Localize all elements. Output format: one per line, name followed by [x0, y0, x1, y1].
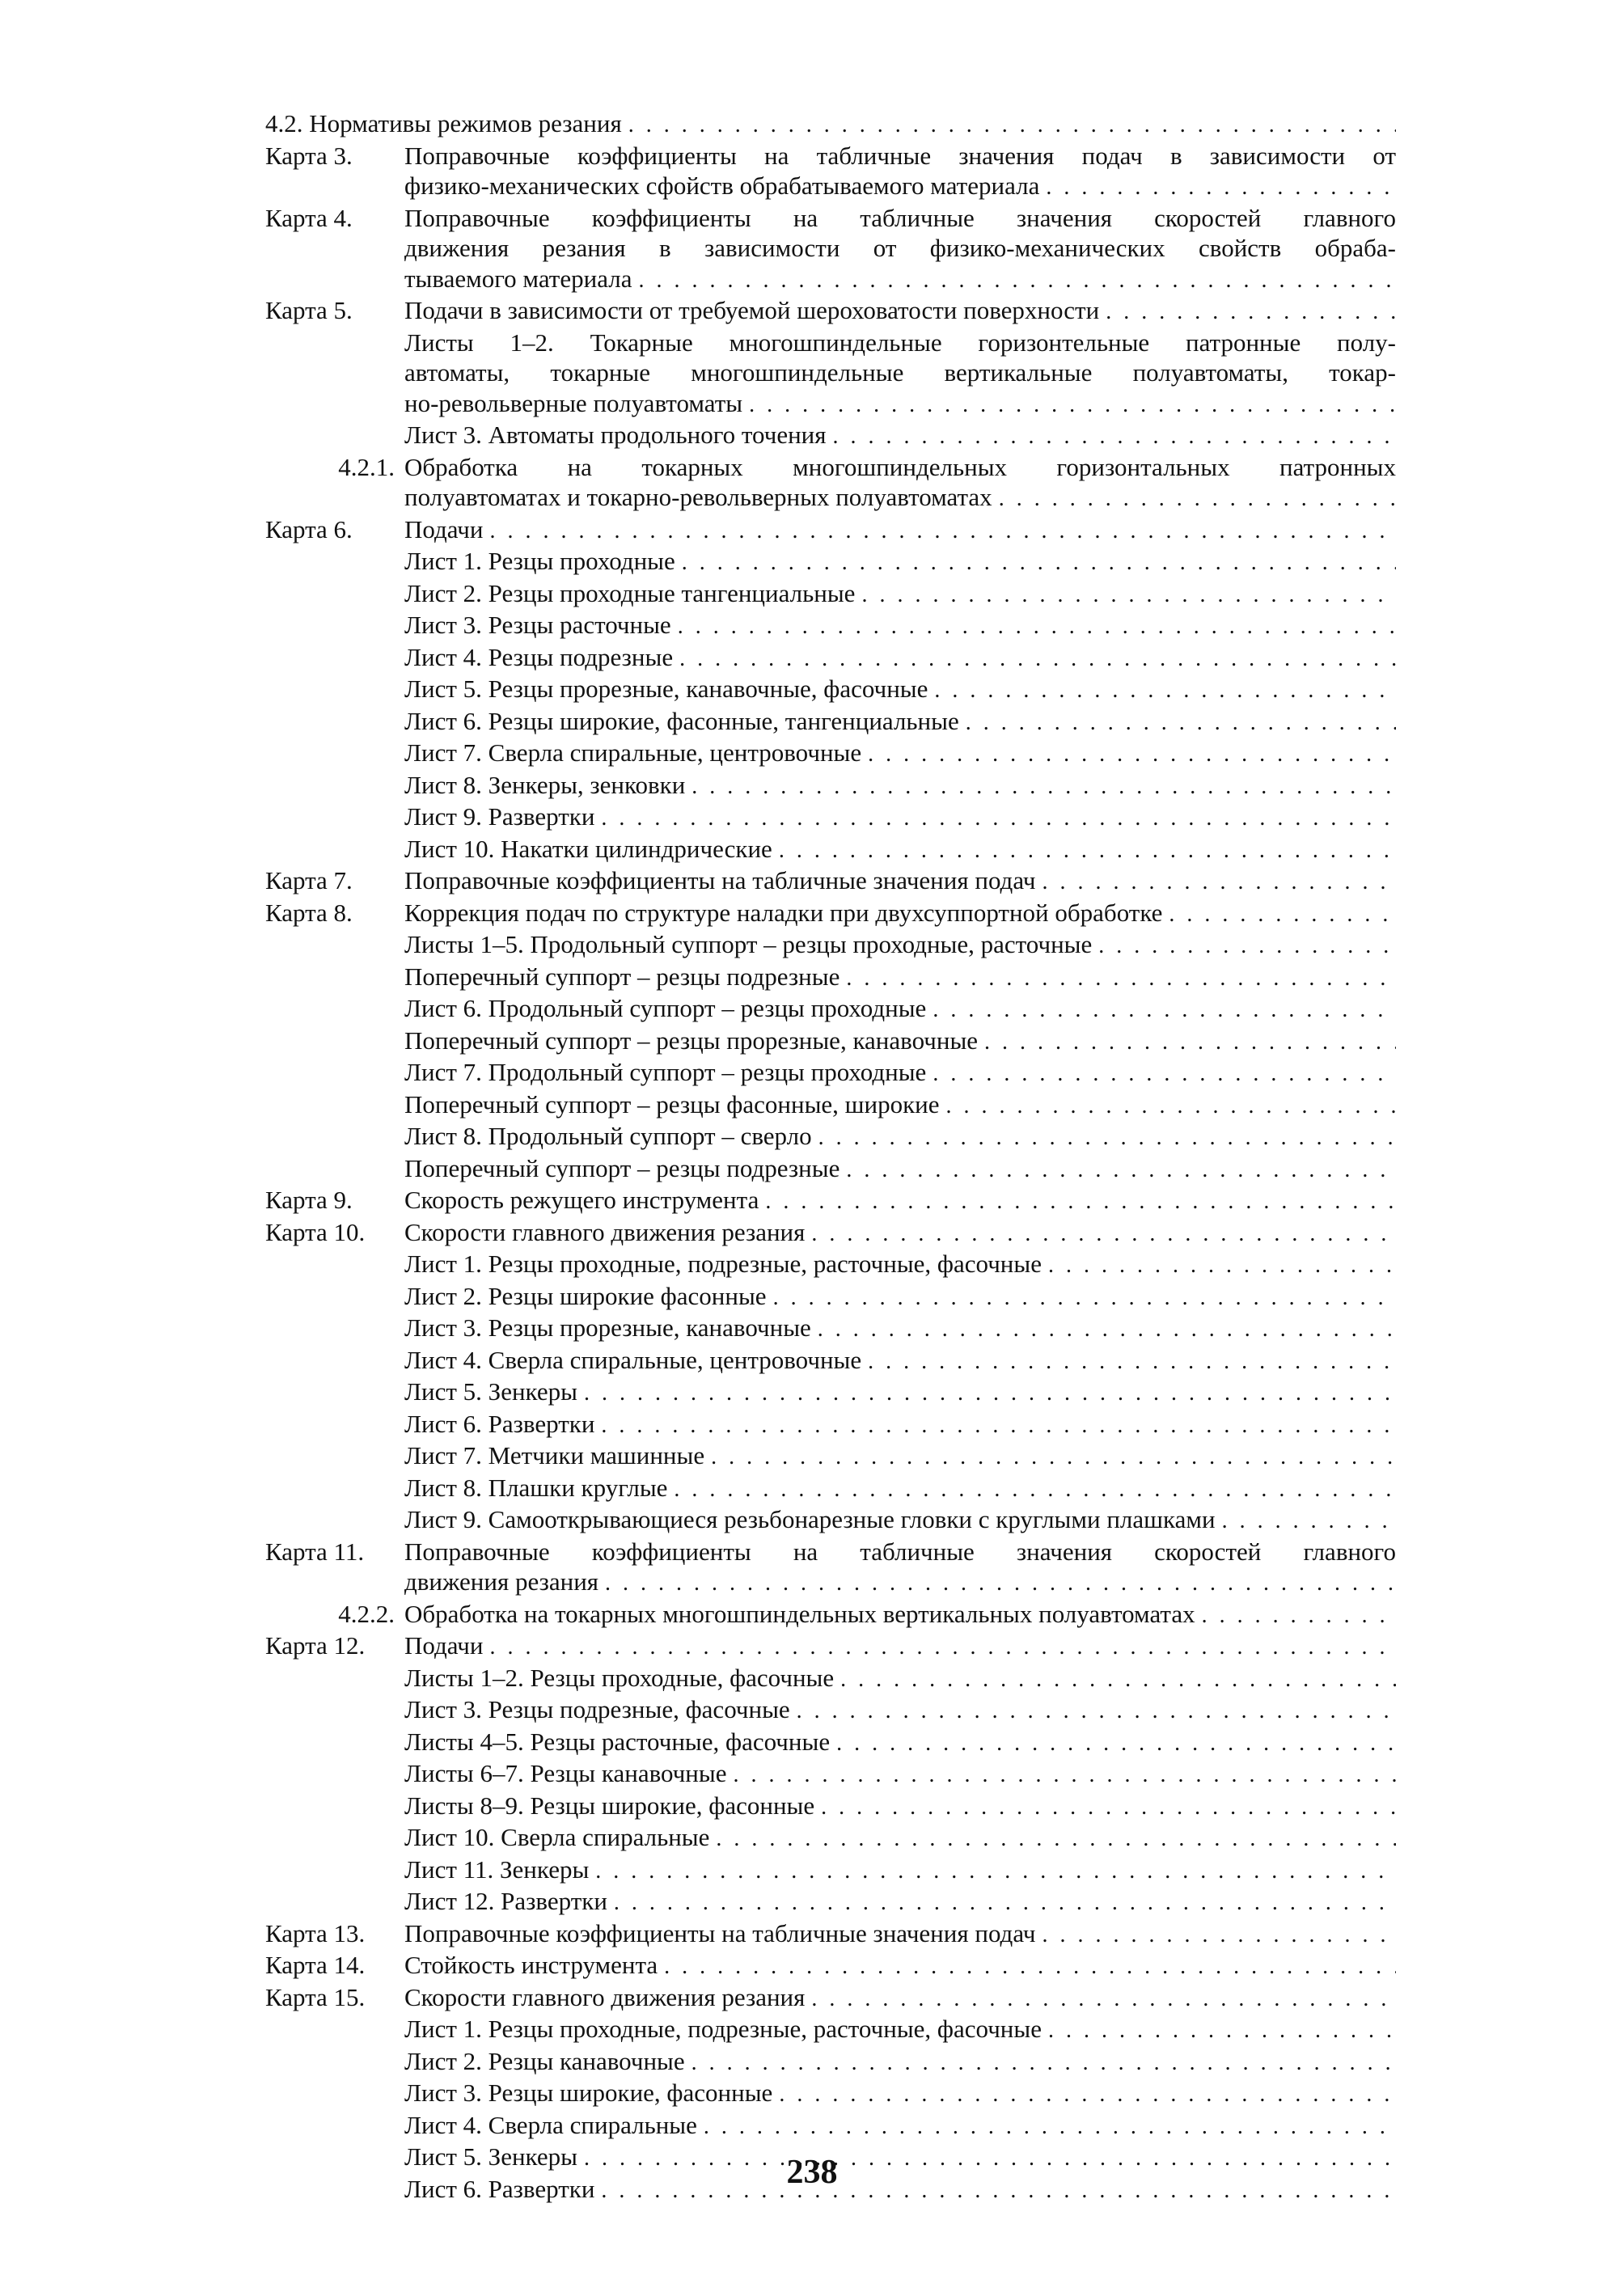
- toc-entry-title: [404, 1950, 1396, 1982]
- toc-entry-label: Карта 4.: [265, 203, 353, 232]
- toc-entry: [265, 1758, 1396, 1791]
- toc-entry: [265, 1313, 1396, 1345]
- dot-leader: [595, 1856, 1396, 1887]
- toc-entry: [265, 2110, 1396, 2142]
- toc-entry-line: Лист 7. Сверла спиральные, центровочные: [404, 738, 862, 767]
- toc-entry-title: [404, 1281, 1396, 1313]
- toc-entry: [265, 993, 1396, 1025]
- dot-leader: [836, 1728, 1396, 1759]
- toc-entry: [265, 1918, 1396, 1951]
- toc-entry-line: Поправочные коэффициенты на табличные значения скоростей главного: [404, 1537, 1396, 1566]
- dot-leader: [765, 1186, 1396, 1217]
- toc-entry: [265, 1599, 1396, 1631]
- toc-entry-line: Лист 2. Резцы канавочные: [404, 2046, 685, 2075]
- toc-entry-label: 4.2.2.: [338, 1599, 395, 1628]
- toc-entry-line: Скорости главного движения резания: [404, 1982, 806, 2011]
- toc-entry-line: Лист 3. Резцы расточные: [404, 611, 671, 639]
- dot-leader: [818, 1314, 1396, 1345]
- dot-leader: [966, 708, 1396, 738]
- toc-entry-title: [404, 674, 1396, 706]
- toc-entry-title: [404, 1121, 1396, 1153]
- toc-entry: [265, 674, 1396, 706]
- toc-entry-line: Лист 4. Резцы подрезные: [404, 642, 674, 671]
- dot-leader: [691, 2048, 1396, 2078]
- toc-entry-title: [404, 1504, 1396, 1537]
- dot-leader: [818, 1123, 1396, 1153]
- dot-leader: [489, 516, 1396, 547]
- toc-entry: [265, 1854, 1396, 1887]
- toc-entry-line: Лист 10. Сверла спиральные: [404, 1823, 710, 1851]
- dot-leader: [1042, 867, 1396, 898]
- toc-entry-line: Листы 4–5. Резцы расточные, фасочные: [404, 1727, 831, 1756]
- dot-leader: [1222, 1506, 1396, 1537]
- toc-entry-line: Лист 2. Резцы проходные тангенциальные: [404, 578, 856, 607]
- toc-entry-label: Карта 8.: [265, 898, 353, 927]
- toc-entry-line: Лист 7. Метчики машинные: [404, 1441, 705, 1470]
- toc-entry-title: [404, 1982, 1396, 2015]
- dot-leader: [601, 803, 1396, 834]
- toc-entry-title: [404, 993, 1396, 1025]
- toc-entry-title: [404, 1440, 1396, 1473]
- toc-entry-line: Лист 4. Сверла спиральные: [404, 2110, 697, 2139]
- toc-entry-label: Карта 3.: [265, 141, 353, 170]
- dot-leader: [999, 484, 1396, 514]
- toc-entry-title: [404, 1854, 1396, 1887]
- toc-entry-line: 4.2. Нормативы режимов резания: [265, 109, 622, 137]
- toc-entry: [265, 546, 1396, 578]
- dot-leader: [1106, 297, 1396, 328]
- dot-leader: [811, 1984, 1396, 2015]
- toc-entry-line: Лист 1. Резцы проходные, подрезные, расточные, фасочные: [404, 1250, 1042, 1278]
- toc-entry-line: Обработка на токарных многошпиндельных вертикальных полуавтоматах: [404, 1599, 1195, 1628]
- dot-leader: [711, 1442, 1396, 1473]
- dot-leader: [779, 835, 1396, 866]
- toc-entry-title: [404, 706, 1396, 738]
- toc-entry-line: Лист 3. Резцы прорезные, канавочные: [404, 1313, 811, 1342]
- toc-entry-title: [404, 2046, 1396, 2078]
- dot-leader: [846, 1155, 1396, 1186]
- toc-entry-title: [404, 2078, 1396, 2110]
- toc-entry-line: Поперечный суппорт – резцы подрезные: [404, 962, 840, 991]
- toc-entry: [265, 578, 1396, 611]
- dot-leader: [797, 1696, 1396, 1727]
- toc-entry: [265, 962, 1396, 994]
- toc-entry-label: Карта 6.: [265, 514, 353, 543]
- dot-leader: [779, 2079, 1396, 2110]
- toc-entry-line: Поперечный суппорт – резцы прорезные, канавочные: [404, 1025, 979, 1055]
- toc-entry: [265, 1089, 1396, 1122]
- toc-entry-label: Карта 15.: [265, 1982, 366, 2011]
- toc-entry-title: [404, 770, 1396, 802]
- toc-entry: [265, 2078, 1396, 2110]
- toc-entry-label: 4.2.1.: [338, 452, 395, 481]
- toc-entry: [265, 1249, 1396, 1281]
- toc-entry-title: [404, 452, 1396, 514]
- toc-entry-line: Лист 7. Продольный суппорт – резцы проходные: [404, 1058, 927, 1086]
- toc-entry: [265, 328, 1396, 421]
- toc-entry: [265, 1504, 1396, 1537]
- dot-leader: [704, 2112, 1396, 2142]
- toc-entry-title: [404, 1313, 1396, 1345]
- toc-entry: [265, 452, 1396, 514]
- toc-entry-line: Лист 1. Резцы проходные, подрезные, расточные, фасочные: [404, 2015, 1042, 2043]
- toc-entry-title: [265, 108, 1396, 141]
- toc-entry: [265, 706, 1396, 738]
- dot-leader: [811, 1219, 1396, 1250]
- toc-entry-title: [404, 328, 1396, 421]
- toc-entry-line: Листы 1–2. Токарные многошпиндельные горизонтельные патронные полу-: [404, 328, 1396, 357]
- toc-entry-title: [404, 1791, 1396, 1823]
- toc-entry-line: полуавтоматах и токарно-револьверных полуавтоматах: [404, 483, 992, 511]
- toc-entry-title: [404, 865, 1396, 898]
- toc-entry-line: Поперечный суппорт – резцы подрезные: [404, 1153, 840, 1182]
- toc-entry: [265, 1822, 1396, 1854]
- toc-entry: [265, 1537, 1396, 1599]
- toc-entry-title: [404, 898, 1396, 930]
- dot-leader: [773, 1283, 1396, 1313]
- toc-entry-label: Карта 11.: [265, 1537, 365, 1566]
- dot-leader: [678, 611, 1396, 642]
- toc-entry-line: физико-механических сфойств обрабатываемого материала: [404, 171, 1040, 200]
- toc-entry-title: [404, 1694, 1396, 1727]
- toc-entry-line: Лист 6. Резцы широкие, фасонные, тангенциальные: [404, 706, 959, 735]
- toc-entry-line: Лист 3. Автоматы продольного точения: [404, 421, 827, 449]
- toc-entry-title: [404, 295, 1396, 328]
- toc-entry-title: [404, 1153, 1396, 1186]
- toc-entry-title: [404, 420, 1396, 452]
- toc-entry-line: тываемого материала: [404, 264, 632, 293]
- toc-entry: [265, 1886, 1396, 1918]
- toc-entry-title: [404, 2110, 1396, 2142]
- toc-entry-line: движения резания: [404, 1567, 599, 1596]
- toc-entry-title: [404, 141, 1396, 203]
- toc-entry-line: Лист 8. Плашки круглые: [404, 1473, 668, 1502]
- toc-entry: [265, 2014, 1396, 2046]
- toc-entry-title: [404, 962, 1396, 994]
- toc-entry-line: Лист 8. Продольный суппорт – сверло: [404, 1122, 812, 1150]
- dot-leader: [679, 644, 1396, 674]
- toc-entry: [265, 420, 1396, 452]
- toc-entry-title: [404, 1758, 1396, 1791]
- toc-entry-title: [404, 1886, 1396, 1918]
- toc-entry-line: Лист 11. Зенкеры: [404, 1854, 590, 1884]
- toc-entry: [265, 1727, 1396, 1759]
- dot-leader: [833, 421, 1396, 452]
- toc-entry-title: [404, 1537, 1396, 1599]
- toc-entry-title: [404, 1217, 1396, 1250]
- dot-leader: [821, 1792, 1396, 1823]
- toc-entry-title: [404, 642, 1396, 674]
- toc-entry: [265, 1440, 1396, 1473]
- dot-leader: [733, 1760, 1396, 1791]
- toc-entry: [265, 1153, 1396, 1186]
- dot-leader: [933, 995, 1396, 1025]
- toc-entry: [265, 1057, 1396, 1089]
- toc-entry-title: [404, 514, 1396, 547]
- table-of-contents: [265, 108, 1396, 2205]
- toc-entry-line: Лист 9. Развертки: [404, 802, 595, 831]
- toc-entry-line: Лист 10. Накатки цилиндрические: [404, 834, 772, 863]
- dot-leader: [984, 1027, 1396, 1058]
- toc-entry-line: Лист 5. Зенкеры: [404, 1377, 577, 1406]
- toc-entry-title: [404, 1918, 1396, 1951]
- toc-entry-line: Листы 6–7. Резцы канавочные: [404, 1759, 727, 1787]
- toc-entry: [265, 514, 1396, 547]
- toc-entry-line: Лист 6. Развертки: [404, 2174, 595, 2203]
- toc-entry-line: Лист 2. Резцы широкие фасонные: [404, 1281, 767, 1310]
- toc-entry-line: Подачи: [404, 1631, 484, 1660]
- toc-entry: [265, 2046, 1396, 2078]
- dot-leader: [1048, 2015, 1396, 2046]
- toc-entry: [265, 865, 1396, 898]
- toc-entry-line: Лист 9. Самооткрывающиеся резьбонарезные гловки с круглыми плашками: [404, 1505, 1216, 1533]
- toc-entry-title: [404, 1249, 1396, 1281]
- toc-entry: [265, 1217, 1396, 1250]
- toc-entry-line: Листы 8–9. Резцы широкие, фасонные: [404, 1791, 815, 1820]
- toc-entry-title: [404, 929, 1396, 962]
- dot-leader: [682, 548, 1396, 578]
- toc-entry-line: Лист 1. Резцы проходные: [404, 547, 675, 575]
- dot-leader: [1202, 1601, 1396, 1631]
- toc-entry-title: [404, 610, 1396, 642]
- toc-entry-label: Карта 14.: [265, 1951, 366, 1979]
- dot-leader: [861, 580, 1396, 611]
- toc-entry: [265, 1473, 1396, 1505]
- toc-entry: [265, 1409, 1396, 1441]
- toc-entry: [265, 834, 1396, 866]
- toc-entry-title: [404, 1599, 1396, 1631]
- toc-entry-line: Лист 5. Резцы прорезные, канавочные, фасочные: [404, 674, 928, 703]
- toc-entry-title: [404, 2014, 1396, 2046]
- toc-entry-line: Скорость режущего инструмента: [404, 1186, 759, 1214]
- dot-leader: [691, 772, 1396, 802]
- toc-entry-line: Лист 3. Резцы подрезные, фасочные: [404, 1695, 790, 1723]
- toc-entry-title: [404, 1663, 1396, 1695]
- toc-entry-title: [404, 801, 1396, 834]
- toc-entry-title: [404, 1727, 1396, 1759]
- toc-entry-title: [404, 834, 1396, 866]
- toc-entry-line: Лист 5. Зенкеры: [404, 2142, 577, 2171]
- toc-entry-line: Лист 4. Сверла спиральные, центровочные: [404, 1345, 862, 1374]
- dot-leader: [1048, 1250, 1396, 1281]
- toc-entry-title: [404, 203, 1396, 296]
- dot-leader: [628, 110, 1396, 141]
- toc-entry: [265, 1982, 1396, 2015]
- dot-leader: [946, 1091, 1396, 1122]
- toc-entry-line: Листы 1–5. Продольный суппорт – резцы проходные, расточные: [404, 930, 1093, 958]
- toc-entry-line: Скорости главного движения резания: [404, 1217, 806, 1246]
- toc-entry-line: Поправочные коэффициенты на табличные значения скоростей главного: [404, 203, 1396, 232]
- dot-leader: [584, 1378, 1396, 1409]
- toc-entry: [265, 1630, 1396, 1663]
- dot-leader: [1042, 1920, 1396, 1951]
- toc-entry: [265, 770, 1396, 802]
- toc-entry-title: [404, 1345, 1396, 1377]
- toc-entry: [265, 1121, 1396, 1153]
- toc-entry: [265, 108, 1396, 141]
- toc-entry-title: [404, 1822, 1396, 1854]
- dot-leader: [489, 1632, 1396, 1663]
- toc-entry-line: Обработка на токарных многошпиндельных горизонтальных патронных: [404, 452, 1396, 481]
- toc-entry-line: автоматы, токарные многошпиндельные вертикальные полуавтоматы, токар-: [404, 358, 1396, 387]
- toc-entry: [265, 929, 1396, 962]
- toc-entry-title: [404, 1630, 1396, 1663]
- toc-entry: [265, 1950, 1396, 1982]
- toc-entry-title: [404, 1089, 1396, 1122]
- toc-entry-line: Лист 8. Зенкеры, зенковки: [404, 770, 686, 799]
- toc-entry-title: [404, 1025, 1396, 1058]
- toc-entry-label: Карта 13.: [265, 1918, 366, 1947]
- toc-entry-line: движения резания в зависимости от физико-механических свойств обраба-: [404, 234, 1396, 262]
- toc-entry-line: Лист 6. Продольный суппорт – резцы проходные: [404, 994, 927, 1022]
- toc-entry: [265, 1025, 1396, 1058]
- toc-entry-label: Карта 10.: [265, 1217, 366, 1246]
- toc-entry-title: [404, 1376, 1396, 1409]
- toc-entry-label: Карта 5.: [265, 296, 353, 324]
- toc-entry-line: Поправочные коэффициенты на табличные значения подач: [404, 866, 1036, 894]
- toc-entry-line: Поправочные коэффициенты на табличные значения подач: [404, 1918, 1036, 1947]
- toc-entry-line: Листы 1–2. Резцы проходные, фасочные: [404, 1663, 835, 1692]
- dot-leader: [749, 390, 1396, 421]
- toc-entry-title: [404, 1057, 1396, 1089]
- toc-entry: [265, 1281, 1396, 1313]
- toc-entry-line: но-револьверные полуавтоматы: [404, 388, 743, 417]
- dot-leader: [846, 963, 1396, 994]
- dot-leader: [674, 1474, 1396, 1505]
- toc-entry-line: Лист 12. Развертки: [404, 1887, 607, 1915]
- toc-entry: [265, 1791, 1396, 1823]
- toc-entry: [265, 801, 1396, 834]
- toc-entry: [265, 1185, 1396, 1217]
- toc-entry-line: Поперечный суппорт – резцы фасонные, широкие: [404, 1089, 940, 1119]
- toc-entry-label: Карта 7.: [265, 866, 353, 894]
- toc-entry-title: [404, 546, 1396, 578]
- toc-entry-line: Стойкость инструмента: [404, 1951, 658, 1979]
- toc-entry-line: Подачи: [404, 514, 484, 543]
- dot-leader: [638, 265, 1396, 296]
- toc-entry: [265, 898, 1396, 930]
- dot-leader: [1169, 899, 1396, 930]
- dot-leader: [868, 739, 1396, 770]
- dot-leader: [933, 1059, 1396, 1089]
- toc-entry: [265, 203, 1396, 296]
- dot-leader: [605, 1568, 1396, 1599]
- dot-leader: [1046, 172, 1396, 203]
- dot-leader: [1098, 931, 1396, 962]
- toc-entry: [265, 642, 1396, 674]
- dot-leader: [868, 1347, 1396, 1377]
- toc-entry: [265, 610, 1396, 642]
- toc-entry: [265, 1345, 1396, 1377]
- toc-entry: [265, 141, 1396, 203]
- toc-entry: [265, 1694, 1396, 1727]
- toc-entry-title: [404, 738, 1396, 770]
- toc-entry-line: Подачи в зависимости от требуемой шероховатости поверхности: [404, 296, 1100, 324]
- toc-entry-title: [404, 1473, 1396, 1505]
- toc-entry: [265, 738, 1396, 770]
- dot-leader: [664, 1952, 1396, 1982]
- dot-leader: [840, 1664, 1396, 1695]
- toc-entry-title: [404, 1409, 1396, 1441]
- toc-entry: [265, 295, 1396, 328]
- toc-entry-label: Карта 9.: [265, 1186, 353, 1214]
- toc-entry-line: Лист 3. Резцы широкие, фасонные: [404, 2078, 773, 2107]
- toc-entry-line: Поправочные коэффициенты на табличные значения подач в зависимости от: [404, 141, 1396, 170]
- toc-entry-label: Карта 12.: [265, 1631, 366, 1660]
- dot-leader: [934, 675, 1396, 706]
- toc-entry-title: [404, 578, 1396, 611]
- toc-entry-title: [404, 1185, 1396, 1217]
- dot-leader: [716, 1824, 1396, 1854]
- toc-entry-line: Лист 6. Развертки: [404, 1409, 595, 1438]
- page-number: 238: [786, 2154, 838, 2191]
- toc-entry: [265, 1663, 1396, 1695]
- dot-leader: [614, 1888, 1396, 1918]
- dot-leader: [601, 1410, 1396, 1441]
- toc-entry: [265, 1376, 1396, 1409]
- toc-entry-line: Коррекция подач по структуре наладки при двухсуппортной обработке: [404, 898, 1163, 927]
